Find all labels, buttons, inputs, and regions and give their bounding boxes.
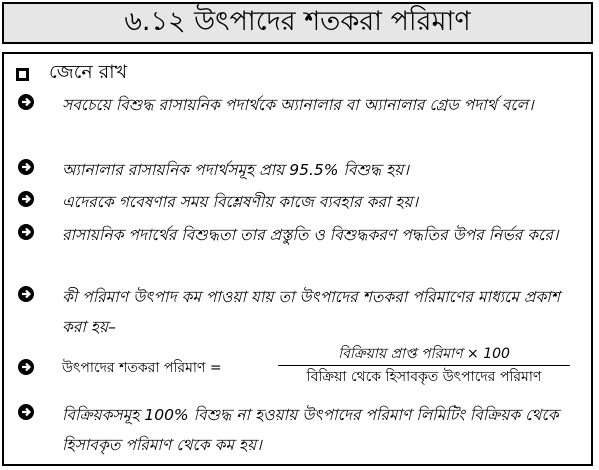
- point-text: অ্যানালার রাসায়নিক পদার্থসমূহ প্রায় 95.5% বিশুদ্ধ হয়।: [62, 161, 409, 179]
- formula-fraction: [278, 344, 570, 387]
- arrow-circle-icon: [16, 357, 36, 377]
- formula-lhs: উৎপাদের শতকরা পরিমাণ =: [62, 360, 222, 376]
- point-text: বিক্রিয়কসমূহ 100% বিশুদ্ধ না হওয়ায় উৎপাদের পরিমাণ লিমিটিং বিক্রিয়ক থেকে হিসাবকৃত পরিমাণ থেকে কম হয়।: [62, 406, 559, 454]
- arrow-circle-icon: [16, 284, 36, 304]
- arrow-circle-icon: [16, 402, 36, 422]
- point-text: রাসায়নিক পদার্থের বিশুদ্ধতা তার প্রস্তুতি ও বিশুদ্ধকরণ পদ্ধতির উপর নির্ভর করে।: [62, 226, 559, 244]
- point-text: এদেরকে গবেষণার সময় বিশ্লেষণীয় কাজে ব্যবহার করা হয়।: [62, 193, 419, 211]
- list-item: [16, 90, 582, 120]
- title-banner: [2, 2, 593, 44]
- formula-denominator: বিক্রিয়া থেকে হিসাবকৃত উৎপাদের পরিমাণ: [306, 369, 542, 385]
- formula: [16, 344, 582, 388]
- list-item: [16, 400, 582, 460]
- point-text: কী পরিমাণ উৎপাদ কম পাওয়া যায় তা উৎপাদের শতকরা পরিমাণের মাধ্যমে প্রকাশ করা হয়–: [62, 288, 560, 336]
- formula-numerator: বিক্রিয়ায় প্রাপ্ত পরিমাণ × 100: [338, 346, 510, 362]
- list-item: [16, 282, 582, 342]
- section-label: জেনে রাখ: [49, 61, 128, 83]
- section-header: [16, 62, 127, 86]
- content-box: [2, 52, 593, 466]
- list-item: [16, 155, 582, 185]
- list-item: [16, 187, 582, 217]
- arrow-circle-icon: [16, 189, 36, 209]
- arrow-circle-icon: [16, 157, 36, 177]
- section-title: ৬.১২ উৎপাদের শতকরা পরিমাণ: [124, 5, 471, 37]
- arrow-circle-icon: [16, 222, 36, 242]
- point-text: সবচেয়ে বিশুদ্ধ রাসায়নিক পদার্থকে অ্যানালার বা অ্যানালার গ্রেড পদার্থ বলে।: [62, 96, 534, 114]
- square-bullet-icon: [16, 68, 29, 81]
- arrow-circle-icon: [16, 92, 36, 112]
- list-item: [16, 220, 582, 250]
